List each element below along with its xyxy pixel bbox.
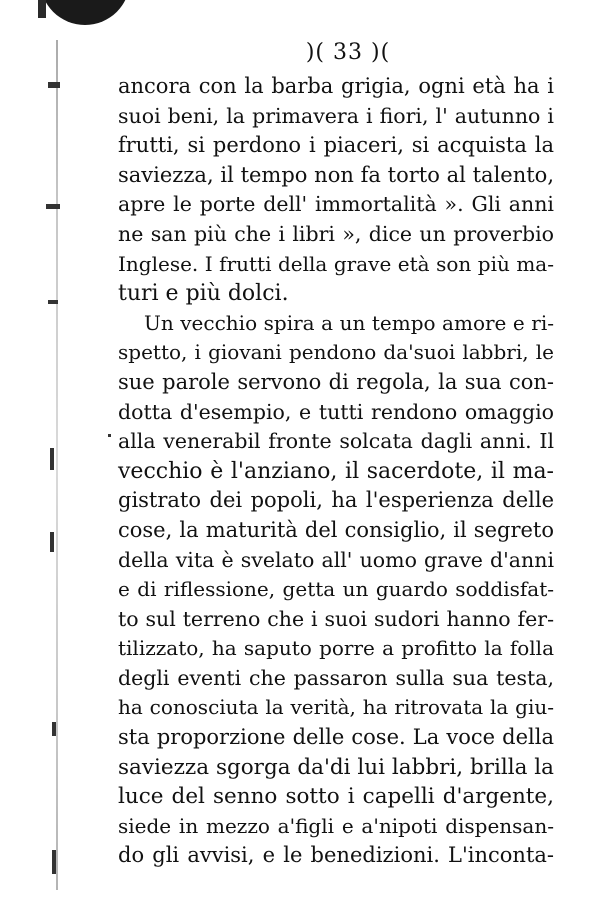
text-line: Un vecchio spira a un tempo amore e ri- bbox=[144, 310, 554, 335]
body-text bbox=[118, 72, 554, 871]
text-line: vecchio è l'anziano, il sacerdote, il ma- bbox=[118, 458, 554, 484]
text-line: siede in mezzo a'figli e a'nipoti dispensan- bbox=[118, 813, 554, 838]
text-line: tilizzato, ha saputo porre a profitto la folla bbox=[118, 636, 554, 661]
gutter-line bbox=[56, 40, 58, 890]
gutter-mark bbox=[48, 82, 60, 88]
text-line: suoi beni, la primavera i fiori, l' autunno i bbox=[118, 103, 554, 128]
text-line: degli eventi che passaron sulla sua testa, bbox=[118, 665, 554, 690]
text-line: apre le porte dell' immortalità ». Gli anni bbox=[118, 192, 554, 217]
text-line: Inglese. I frutti della grave età son più ma- bbox=[118, 251, 554, 276]
text-line: frutti, si perdono i piaceri, si acquista la bbox=[118, 133, 554, 158]
binding-edge bbox=[38, 0, 46, 18]
text-line: do gli avvisi, e le benedizioni. L'inconta- bbox=[118, 843, 554, 868]
gutter-mark bbox=[52, 722, 56, 736]
text-line: ne san più che i libri », dice un proverbio bbox=[118, 221, 554, 246]
gutter-mark bbox=[48, 300, 58, 304]
text-line: luce del senno sotto i capelli d'argente, bbox=[118, 784, 554, 810]
text-line: to sul terreno che i suoi sudori hanno fer- bbox=[118, 606, 554, 631]
gutter-mark bbox=[46, 204, 60, 209]
text-line: dotta d'esempio, e tutti rendono omaggio bbox=[118, 399, 554, 424]
gutter-mark bbox=[50, 532, 54, 552]
text-line: ancora con la barba grigia, ogni età ha i bbox=[118, 74, 554, 98]
binding-shadow bbox=[40, 0, 130, 25]
text-line: della vita è svelato all' uomo grave d'anni bbox=[118, 547, 554, 572]
text-line: saviezza, il tempo non fa torto al talento, bbox=[118, 162, 554, 187]
gutter-mark bbox=[50, 448, 54, 470]
text-line: gistrato dei popoli, ha l'esperienza delle bbox=[118, 488, 554, 513]
text-line: cose, la maturità del consiglio, il segreto bbox=[118, 517, 554, 542]
text-line: turi e più dolci. bbox=[118, 281, 289, 307]
text-line: saviezza sgorga da'di lui labbri, brilla la bbox=[118, 754, 554, 780]
text-line: alla venerabil fronte solcata dagli anni. Il bbox=[118, 429, 554, 454]
text-line: ha conosciuta la verità, ha ritrovata la giu- bbox=[118, 695, 554, 720]
text-line: e di riflessione, getta un guardo soddisfat- bbox=[118, 577, 554, 602]
page-number: )( 33 )( bbox=[305, 40, 391, 65]
text-line: sta proporzione delle cose. La voce della bbox=[118, 725, 554, 750]
gutter-mark bbox=[52, 850, 56, 874]
text-line: sue parole servono di regola, la sua con- bbox=[118, 369, 554, 394]
gutter-mark bbox=[108, 434, 111, 437]
text-line: spetto, i giovani pendono da'suoi labbri, le bbox=[118, 340, 554, 365]
